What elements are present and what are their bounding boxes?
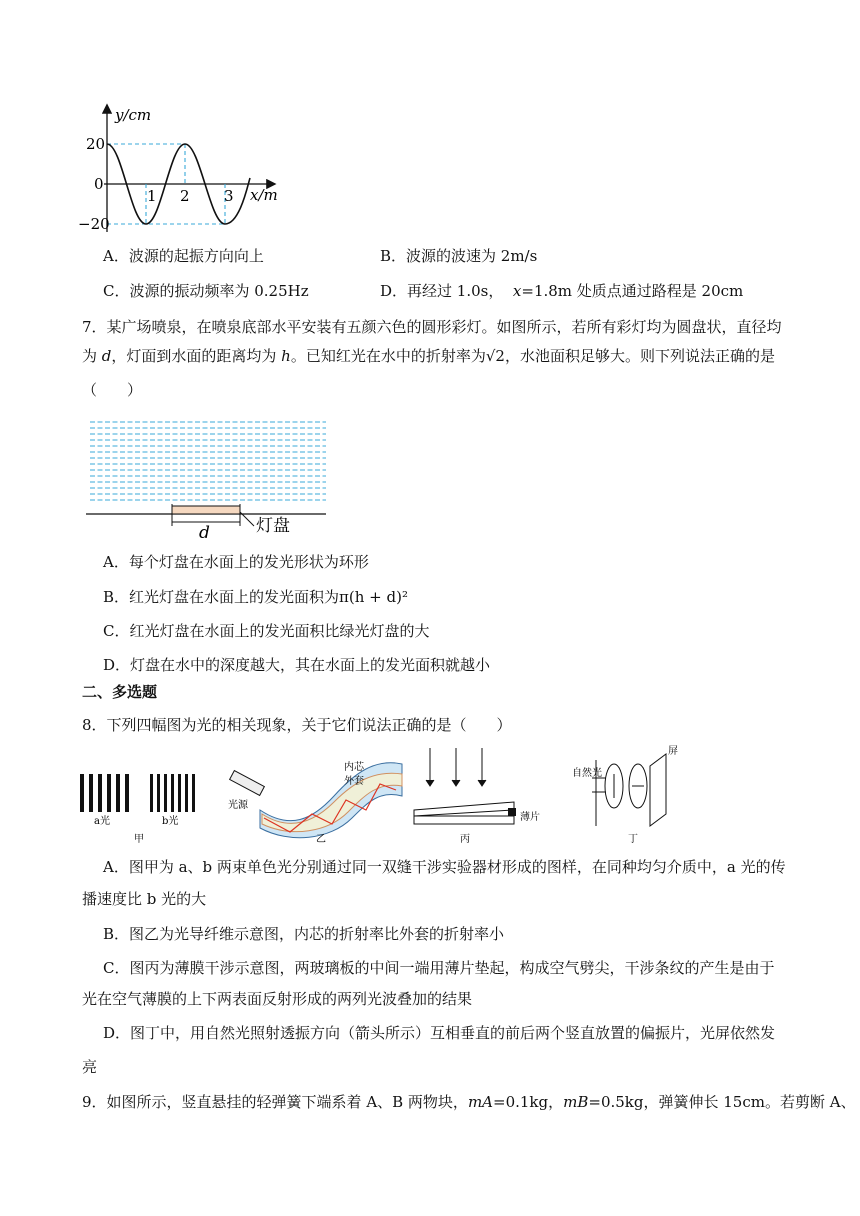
x-axis-label: x/m [250, 186, 278, 204]
q7-option-b: B．红光灯盘在水面上的发光面积为π(h + d)² [103, 588, 408, 606]
label-yi: 乙 [316, 834, 326, 845]
fringe-pattern-b [150, 774, 195, 812]
q7-stem-line2: 为 d，灯面到水面的距离均为 h。已知红光在水中的折射率为√2，水池面积足够大。则下列说法正确的是 [82, 347, 775, 365]
q7-stem-line1: 7．某广场喷泉，在喷泉底部水平安装有五颜六色的圆形彩灯。如图所示，若所有彩灯均为圆盘状，直径均 [82, 318, 782, 336]
q9-stem: 9．如图所示，竖直悬挂的轻弹簧下端系着 A、B 两物块，mA=0.1kg，mB=0.5kg，弹簧伸长 15cm。若剪断 A、 [82, 1093, 856, 1111]
y-axis-label: y/cm [115, 106, 152, 124]
y-tick-20: 20 [86, 135, 106, 153]
fringe-pattern-a [80, 774, 129, 812]
q8-option-d-line1: D．图丁中，用自然光照射透振方向（箭头所示）互相垂直的前后两个竖直放置的偏振片，光屏依然发 [103, 1024, 776, 1042]
pool-figure [86, 418, 386, 548]
label-bing: 丙 [460, 834, 470, 845]
q6-option-a: A．波源的起振方向向上 [103, 247, 264, 265]
x-tick-1: 1 [147, 187, 157, 205]
y-tick-0: 0 [94, 175, 104, 193]
svg-text:光源: 光源 [228, 800, 248, 811]
q6-option-d: D．再经过 1.0s， x=1.8m 处质点通过路程是 20cm [380, 282, 744, 300]
svg-text:屏: 屏 [668, 746, 678, 757]
q6-option-c: C．波源的振动频率为 0.25Hz [103, 282, 309, 300]
y-tick-neg20: −20 [78, 215, 110, 233]
q7-answer-paren: （ ） [82, 381, 143, 399]
x-tick-2: 2 [180, 187, 190, 205]
d-label: d [199, 523, 210, 543]
screen [650, 754, 666, 826]
svg-text:b光: b光 [162, 816, 179, 827]
svg-text:薄片: 薄片 [520, 812, 540, 823]
thin-sheet [508, 808, 516, 816]
svg-text:外套: 外套 [344, 776, 364, 787]
q6-option-b: B．波源的波速为 2m/s [380, 247, 538, 265]
q8-option-a-line1: A．图甲为 a、b 两束单色光分别通过同一双缝干涉实验器材形成的图样，在同种均匀介质中，a 光的传 [103, 858, 786, 876]
q8-option-a-line2: 播速度比 b 光的大 [82, 890, 207, 908]
lamp-disc [172, 506, 240, 514]
label-ding: 丁 [628, 834, 638, 845]
q7-option-d: D．灯盘在水中的深度越大，其在水面上的发光面积就越小 [103, 656, 491, 674]
q8-option-c-line2: 光在空气薄膜的上下两表面反射形成的两列光波叠加的结果 [82, 990, 473, 1008]
svg-text:自然光: 自然光 [572, 768, 602, 779]
section-heading: 二、多选题 [82, 683, 158, 701]
q7-option-c: C．红光灯盘在水面上的发光面积比绿光灯盘的大 [103, 622, 430, 640]
q8-stem: 8．下列四幅图为光的相关现象，关于它们说法正确的是（ ） [82, 716, 512, 734]
svg-text:a光: a光 [94, 816, 110, 827]
q8-option-b: B．图乙为光导纤维示意图，内芯的折射率比外套的折射率小 [103, 925, 505, 943]
label-jia: 甲 [134, 834, 144, 845]
q7-option-a: A．每个灯盘在水面上的发光形状为环形 [103, 553, 369, 571]
x-tick-3: 3 [224, 187, 234, 205]
q8-option-c-line1: C．图丙为薄膜干涉示意图，两玻璃板的中间一端用薄片垫起，构成空气劈尖，干涉条纹的产生是由于 [103, 959, 775, 977]
wave-graph [78, 100, 282, 240]
q8-figures [76, 744, 696, 844]
q8-option-d-line2: 亮 [82, 1058, 98, 1076]
lamp-label: 灯盘 [256, 516, 290, 536]
svg-text:内芯: 内芯 [344, 762, 364, 773]
